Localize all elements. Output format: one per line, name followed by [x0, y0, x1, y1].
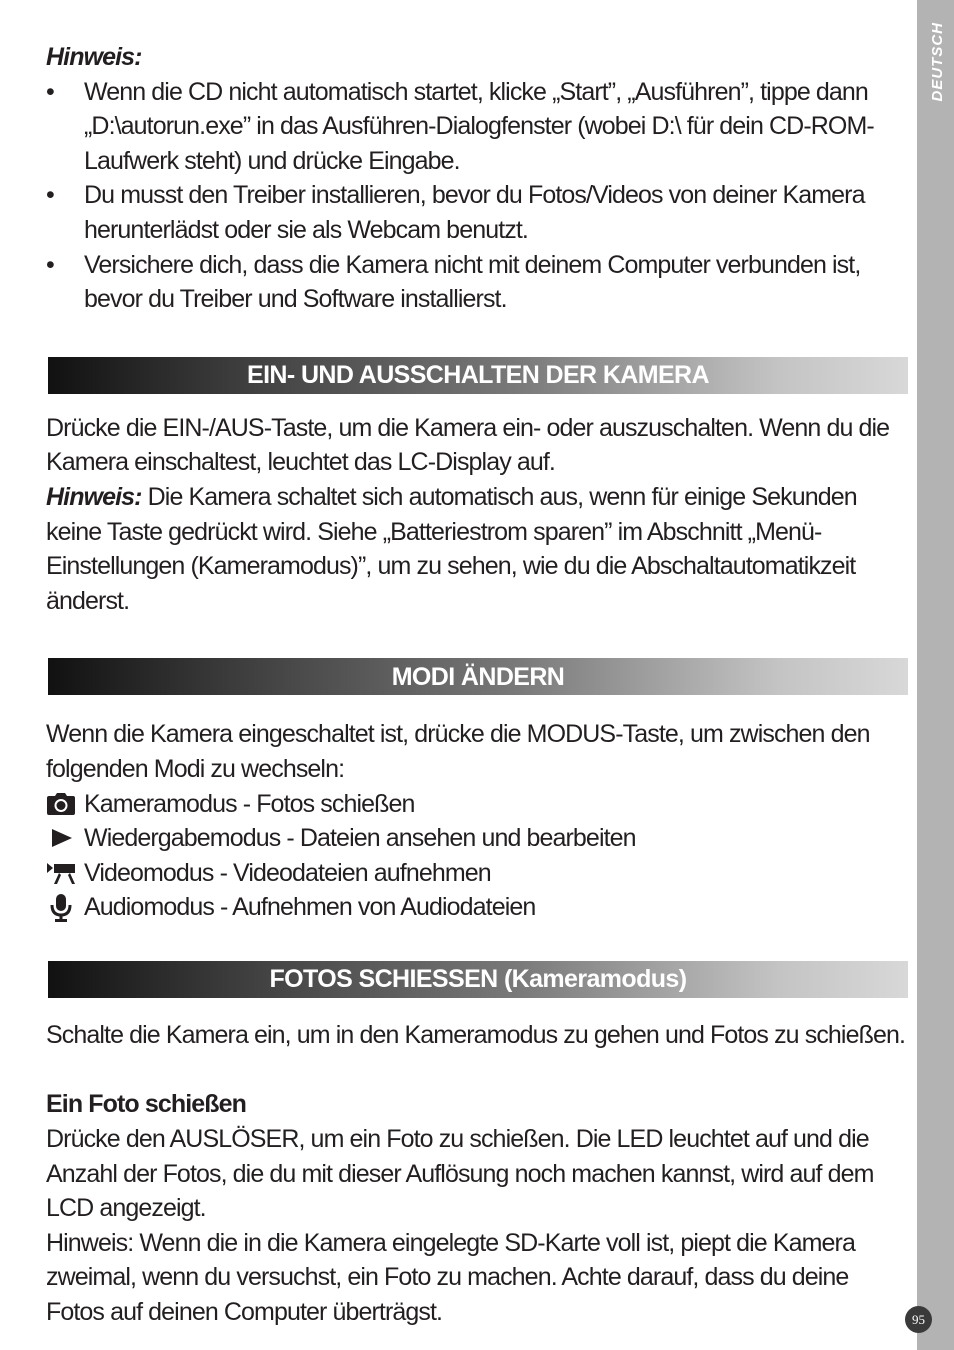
mode-item-playback — [46, 821, 908, 856]
photos-intro: Schalte die Kamera ein, um in den Kameramodus zu gehen und Fotos zu schießen. — [46, 1020, 906, 1049]
spacer — [46, 1052, 908, 1087]
mode-item-camera — [46, 787, 908, 822]
page-number: 95 — [905, 1306, 932, 1333]
list-item: • Versichere dich, dass die Kamera nicht mit deinem Computer verbunden ist, bevor du Treiber und Software installierst. — [46, 248, 908, 317]
language-label: DEUTSCH — [929, 22, 946, 102]
mode-item-audio — [46, 890, 908, 925]
microphone-icon — [46, 893, 76, 923]
play-icon — [46, 823, 76, 853]
video-camera-icon — [46, 858, 76, 888]
language-side-tab — [917, 0, 954, 1350]
power-note-label: Hinweis: — [46, 482, 142, 511]
mode-label-camera: Kameramodus - Fotos schießen — [84, 789, 415, 818]
take-photo-note: Hinweis: Wenn die in die Kamera eingelegte SD-Karte voll ist, piept die Kamera zweimal, wenn du versuchst, ein Foto zu machen. Achte darauf, dass du deine Fotos auf deinen Computer überträgst. — [46, 1228, 855, 1327]
list-item: • Wenn die CD nicht automatisch startet, klicke „Start”, „Ausführen”, tippe dann „D:\autorun.exe” in das Ausführen-Dialogfenster (wobei D:\ für dein CD-ROM-Laufwerk steht) und drücke Eingabe. — [46, 75, 908, 179]
mode-label-video: Videomodus - Videodateien aufnehmen — [84, 858, 491, 887]
camera-icon — [46, 789, 76, 819]
section-heading-photos: FOTOS SCHIESSEN (Kameramodus) — [48, 961, 908, 998]
list-item: • Du musst den Treiber installieren, bevor du Fotos/Videos von deiner Kamera herunterlädst oder sie als Webcam benutzt. — [46, 178, 908, 247]
intro-note-label: Hinweis: — [46, 43, 142, 71]
mode-item-video — [46, 856, 908, 891]
modes-intro: Wenn die Kamera eingeschaltet ist, drücke die MODUS-Taste, um zwischen den folgenden Modi zu wechseln: — [46, 720, 870, 783]
section-heading-modes: MODI ÄNDERN — [48, 658, 908, 695]
power-note — [46, 480, 908, 618]
intro-note-list — [46, 75, 908, 317]
mode-label-audio: Audiomodus - Aufnehmen von Audiodateien — [84, 893, 536, 922]
section-heading-power: EIN- UND AUSSCHALTEN DER KAMERA — [48, 357, 908, 394]
take-photo-paragraph: Drücke den AUSLÖSER, um ein Foto zu schießen. Die LED leuchtet auf und die Anzahl der Fotos, die du mit dieser Auflösung noch machen kannst, wird auf dem LCD angezeigt. — [46, 1125, 874, 1223]
mode-label-playback: Wiedergabemodus - Dateien ansehen und bearbeiten — [84, 824, 636, 853]
take-photo-heading: Ein Foto schießen — [46, 1090, 246, 1119]
power-note-text: Die Kamera schaltet sich automatisch aus, wenn für einige Sekunden keine Taste gedrückt wird. Siehe „Batteriestrom sparen” im Abschnitt „Menü-Einstellungen (Kameramodus)”, um zu sehen, wie du die Abschaltautomatikzeit änderst. — [46, 482, 857, 615]
page-content — [46, 40, 908, 1330]
power-paragraph: Drücke die EIN-/AUS-Taste, um die Kamera ein- oder auszuschalten. Wenn du die Kamera einschaltest, leuchtet das LC-Display auf. — [46, 413, 890, 477]
